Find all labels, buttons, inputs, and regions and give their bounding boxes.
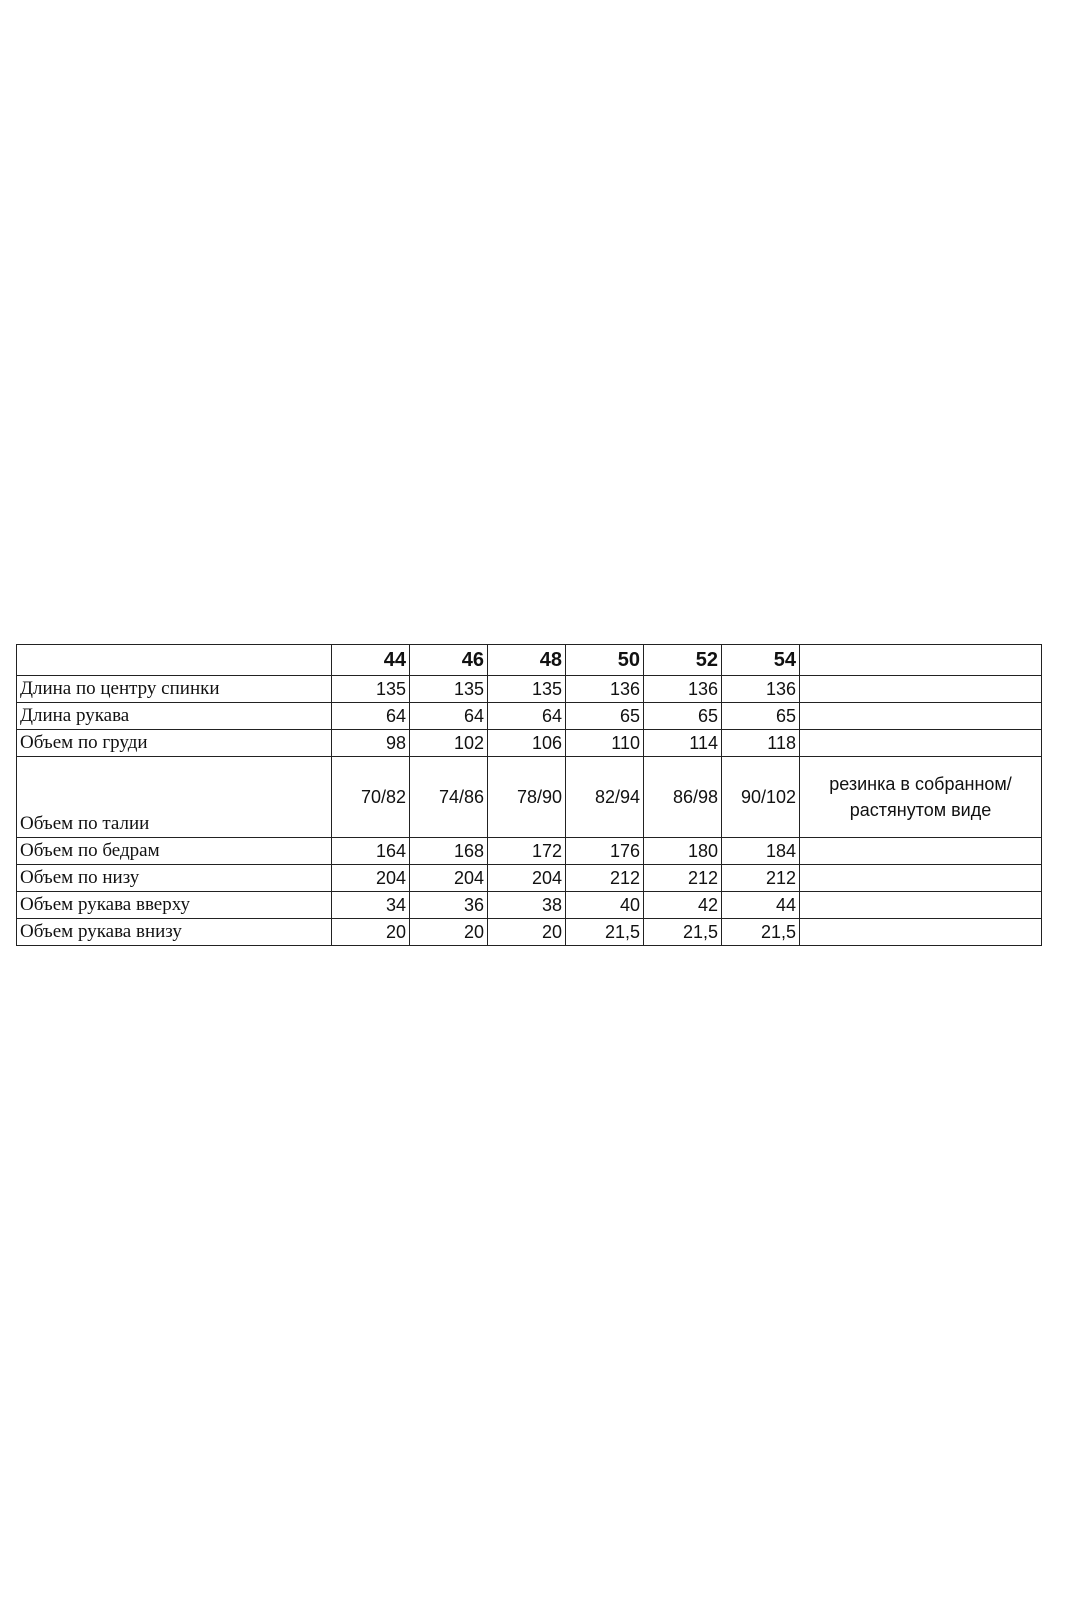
- size-chart-table: [16, 644, 1042, 946]
- table-cell: 172: [488, 838, 566, 865]
- table-cell: 86/98: [644, 757, 722, 838]
- table-row: [17, 730, 1042, 757]
- table-cell: 64: [332, 703, 410, 730]
- table-cell: 20: [332, 919, 410, 946]
- table-cell: 204: [410, 865, 488, 892]
- table-cell: 212: [566, 865, 644, 892]
- table-cell: 65: [566, 703, 644, 730]
- table-cell: 70/82: [332, 757, 410, 838]
- table-row: [17, 919, 1042, 946]
- row-label: Объем по низу: [17, 865, 332, 892]
- table-cell: 204: [488, 865, 566, 892]
- row-note: [800, 838, 1042, 865]
- header-corner-cell: [17, 645, 332, 676]
- row-note: [800, 919, 1042, 946]
- row-label: Объем рукава вверху: [17, 892, 332, 919]
- table-cell: 98: [332, 730, 410, 757]
- table-cell: 20: [410, 919, 488, 946]
- table-cell: 110: [566, 730, 644, 757]
- table-row: [17, 676, 1042, 703]
- row-label: Объем по талии: [17, 757, 332, 838]
- size-header-44: 44: [332, 645, 410, 676]
- table-cell: 78/90: [488, 757, 566, 838]
- table-row: [17, 865, 1042, 892]
- table-cell: 176: [566, 838, 644, 865]
- table-cell: 74/86: [410, 757, 488, 838]
- header-note-cell: [800, 645, 1042, 676]
- table-cell: 20: [488, 919, 566, 946]
- row-label: Объем по бедрам: [17, 838, 332, 865]
- row-note: [800, 865, 1042, 892]
- table-cell: 82/94: [566, 757, 644, 838]
- table-cell: 42: [644, 892, 722, 919]
- size-header-46: 46: [410, 645, 488, 676]
- row-label: Объем по груди: [17, 730, 332, 757]
- size-header-48: 48: [488, 645, 566, 676]
- table-cell: 114: [644, 730, 722, 757]
- table-row: [17, 757, 1042, 838]
- table-cell: 21,5: [644, 919, 722, 946]
- size-header-52: 52: [644, 645, 722, 676]
- table-cell: 44: [722, 892, 800, 919]
- row-note: [800, 730, 1042, 757]
- table-cell: 164: [332, 838, 410, 865]
- row-label: Длина рукава: [17, 703, 332, 730]
- table-cell: 40: [566, 892, 644, 919]
- table-cell: 136: [722, 676, 800, 703]
- table-cell: 136: [566, 676, 644, 703]
- table-cell: 184: [722, 838, 800, 865]
- table-cell: 102: [410, 730, 488, 757]
- size-header-50: 50: [566, 645, 644, 676]
- table-cell: 65: [644, 703, 722, 730]
- table-cell: 118: [722, 730, 800, 757]
- table-cell: 135: [410, 676, 488, 703]
- table-cell: 38: [488, 892, 566, 919]
- row-note: [800, 892, 1042, 919]
- table-cell: 21,5: [722, 919, 800, 946]
- table-cell: 106: [488, 730, 566, 757]
- waist-elastic-note: резинка в собранном/растянутом виде: [800, 757, 1042, 838]
- table-cell: 65: [722, 703, 800, 730]
- header-row: [17, 645, 1042, 676]
- table-cell: 135: [488, 676, 566, 703]
- table-cell: 64: [488, 703, 566, 730]
- table-row: [17, 703, 1042, 730]
- table-cell: 90/102: [722, 757, 800, 838]
- row-label: Объем рукава внизу: [17, 919, 332, 946]
- row-note: [800, 676, 1042, 703]
- table-cell: 212: [722, 865, 800, 892]
- table-cell: 204: [332, 865, 410, 892]
- size-header-54: 54: [722, 645, 800, 676]
- table-cell: 168: [410, 838, 488, 865]
- table-cell: 212: [644, 865, 722, 892]
- table-cell: 180: [644, 838, 722, 865]
- table-cell: 64: [410, 703, 488, 730]
- table-row: [17, 892, 1042, 919]
- table-row: [17, 838, 1042, 865]
- table-cell: 36: [410, 892, 488, 919]
- row-note: [800, 703, 1042, 730]
- table-cell: 34: [332, 892, 410, 919]
- row-label: Длина по центру спинки: [17, 676, 332, 703]
- table-cell: 136: [644, 676, 722, 703]
- table-cell: 135: [332, 676, 410, 703]
- table-cell: 21,5: [566, 919, 644, 946]
